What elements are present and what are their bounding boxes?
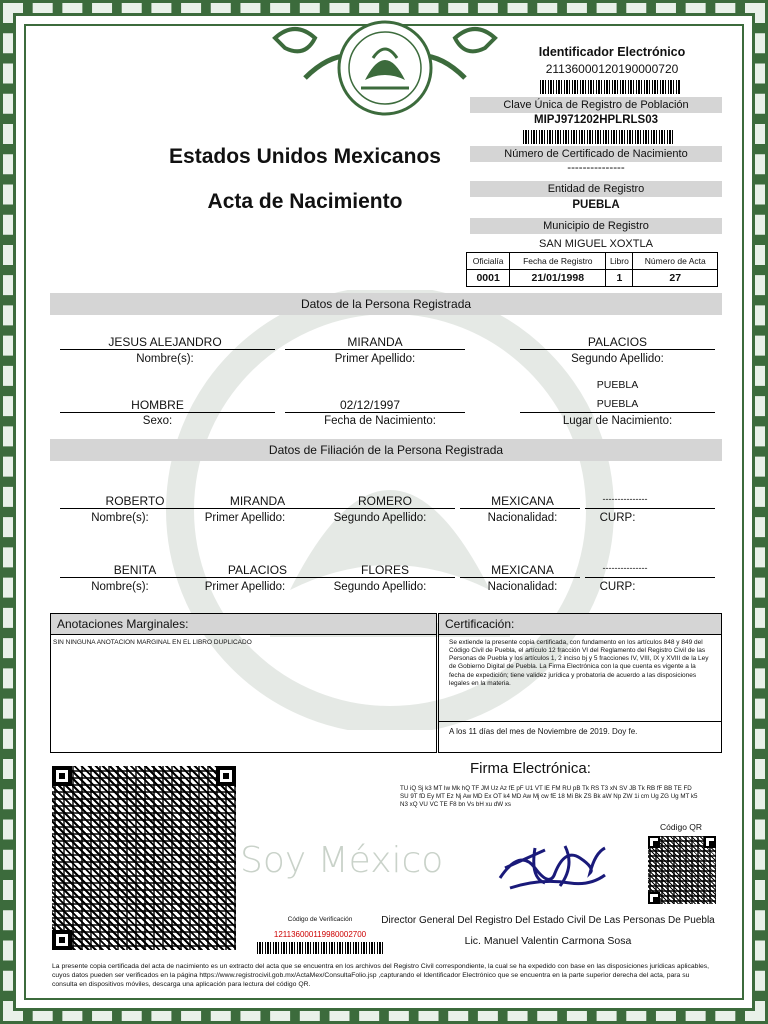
director-name: Lic. Manuel Valentin Carmona Sosa (464, 935, 632, 947)
underline (285, 349, 465, 350)
underline (460, 577, 580, 578)
underline (325, 508, 455, 509)
signature-title: Firma Electrónica: (470, 760, 591, 777)
handwritten-signature (495, 838, 610, 898)
municipality-value: SAN MIGUEL XOXTLA (539, 238, 653, 250)
underline (195, 577, 335, 578)
director-title: Director General Del Registro Del Estado Civil De Las Personas De Puebla (381, 915, 715, 926)
verification-label: Código de Verificación (287, 916, 353, 923)
person-first-surname-label: Primer Apellido: (334, 353, 416, 365)
underline (585, 577, 715, 578)
small-qr-code (648, 836, 716, 904)
person-first-surname: MIRANDA (347, 335, 403, 349)
annotations-box (50, 613, 437, 753)
table-cell-acta: 27 (633, 270, 718, 287)
underline (520, 412, 715, 413)
person-sex-label: Sexo: (142, 415, 173, 427)
qr-label: Código QR (660, 822, 703, 832)
underline (325, 577, 455, 578)
verification-qr-code (52, 766, 236, 950)
table-header-libro: Libro (606, 253, 633, 270)
father-names: ROBERTO (105, 494, 165, 508)
table-cell-oficialia: 0001 (467, 270, 510, 287)
underline (60, 577, 195, 578)
qr-finder (216, 766, 236, 786)
country-title: Estados Unidos Mexicanos (169, 145, 441, 168)
person-birth-date: 02/12/1997 (339, 398, 401, 412)
father-second-surname-label: Segundo Apellido: (333, 512, 427, 524)
mother-second-surname: FLORES (360, 563, 409, 577)
annotations-text: SIN NINGUNA ANOTACION MARGINAL EN EL LIBRO DUPLICADO (53, 639, 252, 646)
curp-barcode (523, 130, 673, 144)
person-birth-date-label: Fecha de Nacimiento: (324, 415, 436, 427)
qr-finder (52, 930, 72, 950)
underline (520, 349, 715, 350)
mother-curp: --------------- (602, 563, 648, 573)
certification-date: A los 11 días del mes de Noviembre de 2019. Doy fe. (449, 727, 638, 736)
underline (60, 412, 275, 413)
mother-names-label: Nombre(s): (91, 581, 149, 593)
mother-first-surname: PALACIOS (227, 563, 288, 577)
curp-label: Clave Única de Registro de Población (470, 97, 722, 113)
entity-label: Entidad de Registro (470, 181, 722, 197)
person-names: JESUS ALEJANDRO (108, 335, 222, 349)
father-names-label: Nombre(s): (91, 512, 149, 524)
certificate-value: --------------- (567, 162, 625, 174)
person-names-label: Nombre(s): (136, 353, 194, 365)
mother-first-surname-label: Primer Apellido: (204, 581, 286, 593)
underline (285, 412, 465, 413)
municipality-label: Municipio de Registro (470, 218, 722, 234)
father-first-surname: MIRANDA (229, 494, 286, 508)
father-nationality-label: Nacionalidad: (487, 512, 558, 524)
annotations-title: Anotaciones Marginales: (51, 614, 436, 635)
person-birth-place-city: PUEBLA (596, 398, 639, 410)
qr-finder (704, 836, 716, 848)
table-cell-fecha: 21/01/1998 (510, 270, 606, 287)
curp-value: MIPJ971202HPLRLS03 (533, 114, 658, 126)
identifier-label: Identificador Electrónico (538, 45, 686, 59)
mother-second-surname-label: Segundo Apellido: (333, 581, 427, 593)
mother-nationality-label: Nacionalidad: (487, 581, 558, 593)
qr-finder (648, 836, 660, 848)
mother-names: BENITA (113, 563, 157, 577)
certification-title: Certificación: (439, 614, 721, 635)
verification-barcode (257, 942, 383, 954)
registry-table (466, 252, 718, 287)
underline (585, 508, 715, 509)
person-birth-place-state: PUEBLA (596, 379, 639, 391)
legal-footer-note: La presente copia certificada del acta de nacimiento es un extracto del acta que se encuentra en los archivos del Registro Civil correspondiente, la cual se ha expedido con base en las disposiciones jurídicas aplicables, cuyos datos pueden ser verificados en la página https://www.registrocivil.gob.mx/ActaMex/ConsultaFolio.jsp ,capturando el Identificador Electrónico que se encuentra en la parte superior derecha del acta, para su consulta en dispositivos móviles, descarga una aplicación para lectura del código QR. (52, 963, 710, 988)
father-second-surname: ROMERO (358, 494, 412, 508)
document-title: Acta de Nacimiento (207, 190, 403, 213)
person-second-surname-label: Segundo Apellido: (571, 353, 664, 365)
person-sex: HOMBRE (131, 398, 184, 412)
father-first-surname-label: Primer Apellido: (204, 512, 286, 524)
identifier-barcode (540, 80, 680, 94)
qr-finder (648, 892, 660, 904)
signature-hash: TU iQ Sj k3 MT Iw Mk hQ TF JM Uz Az fE pF U1 VT lE FM RU pB Tk RS T3 xN SV JB Tk RB fF BB TE FD SU 9T fD Ey MT Ez Nj Aw MD Ex OT k4 MD Aw Mj cw fE 18 Mi Bk ZS Bk aW Np ZW 1i cm Ug ZG Ug MT k5 N3 xQ VU VC TE F8 bn Vs bH xu dW xs (400, 785, 698, 809)
underline (460, 508, 580, 509)
entity-value: PUEBLA (572, 199, 620, 211)
underline (60, 349, 275, 350)
certification-box (438, 613, 722, 753)
certification-text: Se extiende la presente copia certificada, con fundamento en los artículos 848 y 849 del Código Civil de Puebla, el artículo 12 fracción VI del Reglamento del Registro Civil de las Personas de Puebla y los artículos 1, 2 inciso bj y 5 fracciones IV, VIII, IX y XVIII de la Ley de Gobierno Digital de Puebla. La Firma Electrónica con la que cuenta es vigente a la fecha de expedición; tiene validez jurídica y probatoria de acuerdo a las disposiciones legales en la materia. (439, 635, 721, 722)
table-header-fecha: Fecha de Registro (510, 253, 606, 270)
table-header-acta: Número de Acta (633, 253, 718, 270)
filiation-section-title: Datos de Filiación de la Persona Registrada (50, 439, 722, 461)
soy-mexico-watermark: Soy México (240, 840, 444, 881)
mother-nationality: MEXICANA (491, 563, 554, 577)
father-curp-label: CURP: (599, 512, 636, 524)
person-section-title: Datos de la Persona Registrada (50, 293, 722, 315)
certificate-label: Número de Certificado de Nacimiento (470, 146, 722, 162)
national-seal-icon (265, 18, 505, 122)
verification-code: 121136000119980002700 (273, 930, 367, 939)
person-birth-place-label: Lugar de Nacimiento: (562, 415, 673, 427)
underline (60, 508, 195, 509)
qr-finder (52, 766, 72, 786)
person-second-surname: PALACIOS (587, 335, 648, 349)
underline (195, 508, 335, 509)
father-nationality: MEXICANA (491, 494, 554, 508)
identifier-value: 21136000120190000720 (545, 62, 679, 76)
table-header-oficialia: Oficialía (467, 253, 510, 270)
father-curp: --------------- (602, 494, 648, 504)
table-cell-libro: 1 (606, 270, 633, 287)
mother-curp-label: CURP: (599, 581, 636, 593)
